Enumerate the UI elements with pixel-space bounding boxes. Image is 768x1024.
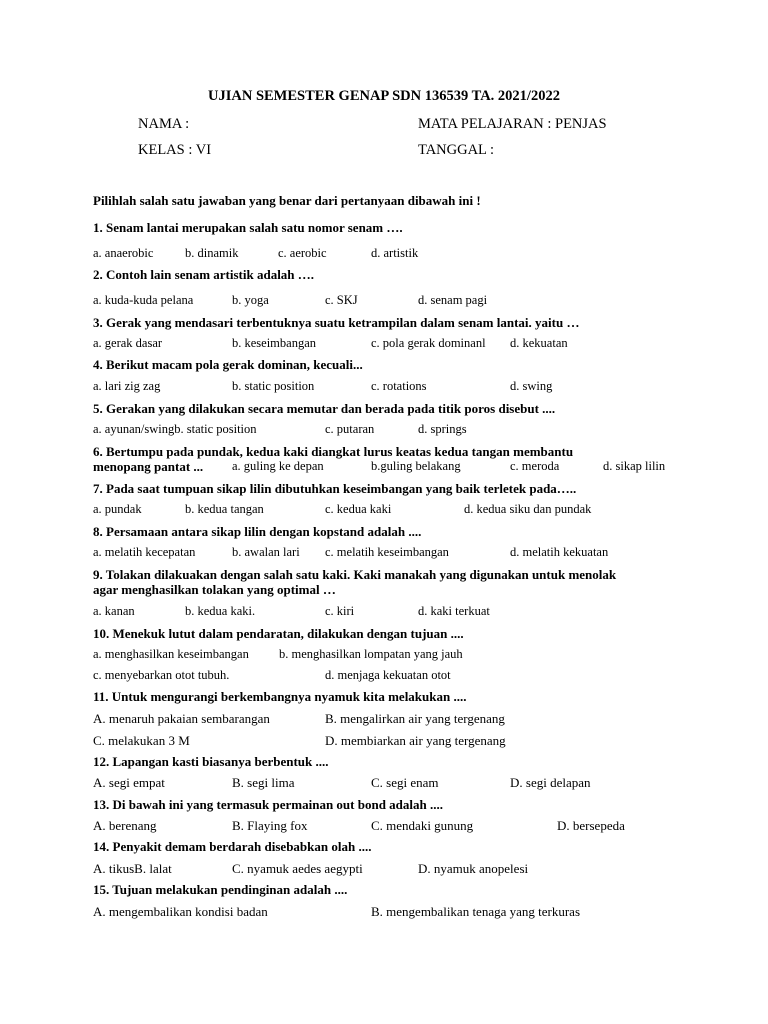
question-5: 5. Gerakan yang dilakukan secara memutar dan berada pada titik poros disebut .... (93, 401, 556, 416)
option-4a: a. lari zig zag (93, 379, 161, 393)
option-7a: a. pundak (93, 502, 142, 516)
option-13a: A. berenang (93, 818, 157, 833)
option-10a: a. menghasilkan keseimbangan (93, 647, 249, 661)
option-9b: b. kedua kaki. (185, 604, 256, 618)
option-8a: a. melatih kecepatan (93, 545, 196, 559)
option-7b: b. kedua tangan (185, 502, 264, 516)
question-10: 10. Menekuk lutut dalam pendaratan, dilakukan dengan tujuan .... (93, 626, 464, 641)
option-8d: d. melatih kekuatan (510, 545, 609, 559)
option-1c: c. aerobic (278, 246, 327, 260)
option-11c: C. melakukan 3 M (93, 733, 190, 748)
question-6-cont: menopang pantat ... (93, 459, 204, 474)
option-9c: c. kiri (325, 604, 355, 618)
option-5c: c. putaran (325, 422, 375, 436)
exam-title: UJIAN SEMESTER GENAP SDN 136539 TA. 2021/2022 (208, 88, 560, 104)
option-1b: b. dinamik (185, 246, 239, 260)
question-8: 8. Persamaan antara sikap lilin dengan kopstand adalah .... (93, 524, 422, 539)
option-2b: b. yoga (232, 293, 269, 307)
option-11a: A. menaruh pakaian sembarangan (93, 711, 270, 726)
option-14d: D. nyamuk anopelesi (418, 861, 529, 876)
option-10d: d. menjaga kekuatan otot (325, 668, 451, 682)
option-6a: a. guling ke depan (232, 459, 324, 473)
question-12: 12. Lapangan kasti biasanya berbentuk .... (93, 754, 329, 769)
option-2a: a. kuda-kuda pelana (93, 293, 194, 307)
option-1d: d. artistik (371, 246, 419, 260)
option-3d: d. kekuatan (510, 336, 568, 350)
option-10b: b. menghasilkan lompatan yang jauh (279, 647, 463, 661)
option-13b: B. Flaying fox (232, 818, 308, 833)
question-9-cont: agar menghasilkan tolakan yang optimal … (93, 582, 336, 597)
option-8b: b. awalan lari (232, 545, 300, 559)
option-6b: b.guling belakang (371, 459, 461, 473)
option-7c: c. kedua kaki (325, 502, 392, 516)
question-11: 11. Untuk mengurangi berkembangnya nyamuk kita melakukan .... (93, 689, 467, 704)
option-14c: C. nyamuk aedes aegypti (232, 861, 363, 876)
option-9a: a. kanan (93, 604, 135, 618)
option-3b: b. keseimbangan (232, 336, 317, 350)
option-2c: c. SKJ (325, 293, 358, 307)
option-6c: c. meroda (510, 459, 560, 473)
question-14: 14. Penyakit demam berdarah disebabkan olah .... (93, 839, 372, 854)
nama-field: NAMA : (138, 116, 190, 132)
question-1: 1. Senam lantai merupakan salah satu nomor senam …. (93, 220, 403, 235)
option-9d: d. kaki terkuat (418, 604, 490, 618)
question-7: 7. Pada saat tumpuan sikap lilin dibutuhkan keseimbangan yang baik terletek pada….. (93, 481, 577, 496)
tanggal-field: TANGGAL : (418, 142, 495, 158)
option-8c: c. melatih keseimbangan (325, 545, 449, 559)
option-4c: c. rotations (371, 379, 427, 393)
option-10c: c. menyebarkan otot tubuh. (93, 668, 230, 682)
instruction: Pilihlah salah satu jawaban yang benar dari pertanyaan dibawah ini ! (93, 193, 481, 208)
option-14ab: A. tikusB. lalat (93, 861, 172, 876)
option-12b: B. segi lima (232, 775, 295, 790)
question-15: 15. Tujuan melakukan pendinginan adalah .... (93, 882, 348, 897)
question-2: 2. Contoh lain senam artistik adalah …. (93, 267, 315, 282)
question-4: 4. Berikut macam pola gerak dominan, kecuali... (93, 357, 363, 372)
option-11b: B. mengalirkan air yang tergenang (325, 711, 505, 726)
mata-pelajaran-field: MATA PELAJARAN : PENJAS (418, 116, 607, 132)
option-4d: d. swing (510, 379, 553, 393)
option-12c: C. segi enam (371, 775, 439, 790)
kelas-field: KELAS : VI (138, 142, 212, 158)
option-15b: B. mengembalikan tenaga yang terkuras (371, 904, 581, 919)
option-5ab: a. ayunan/swingb. static position (93, 422, 257, 436)
option-2d: d. senam pagi (418, 293, 488, 307)
question-13: 13. Di bawah ini yang termasuk permainan out bond adalah .... (93, 797, 443, 812)
option-6d: d. sikap lilin (603, 459, 666, 473)
question-9: 9. Tolakan dilakuakan dengan salah satu kaki. Kaki manakah yang digunakan untuk menolak (93, 567, 617, 582)
option-13d: D. bersepeda (557, 818, 625, 833)
option-3a: a. gerak dasar (93, 336, 163, 350)
option-4b: b. static position (232, 379, 315, 393)
option-5d: d. springs (418, 422, 467, 436)
option-12d: D. segi delapan (510, 775, 591, 790)
option-11d: D. membiarkan air yang tergenang (325, 733, 506, 748)
option-13c: C. mendaki gunung (371, 818, 474, 833)
option-12a: A. segi empat (93, 775, 165, 790)
question-3: 3. Gerak yang mendasari terbentuknya suatu ketrampilan dalam senam lantai. yaitu … (93, 315, 580, 330)
option-15a: A. mengembalikan kondisi badan (93, 904, 268, 919)
option-3c: c. pola gerak dominanl (371, 336, 486, 350)
option-1a: a. anaerobic (93, 246, 154, 260)
question-6: 6. Bertumpu pada pundak, kedua kaki diangkat lurus keatas kedua tangan membantu (93, 444, 574, 459)
option-7d: d. kedua siku dan pundak (464, 502, 592, 516)
